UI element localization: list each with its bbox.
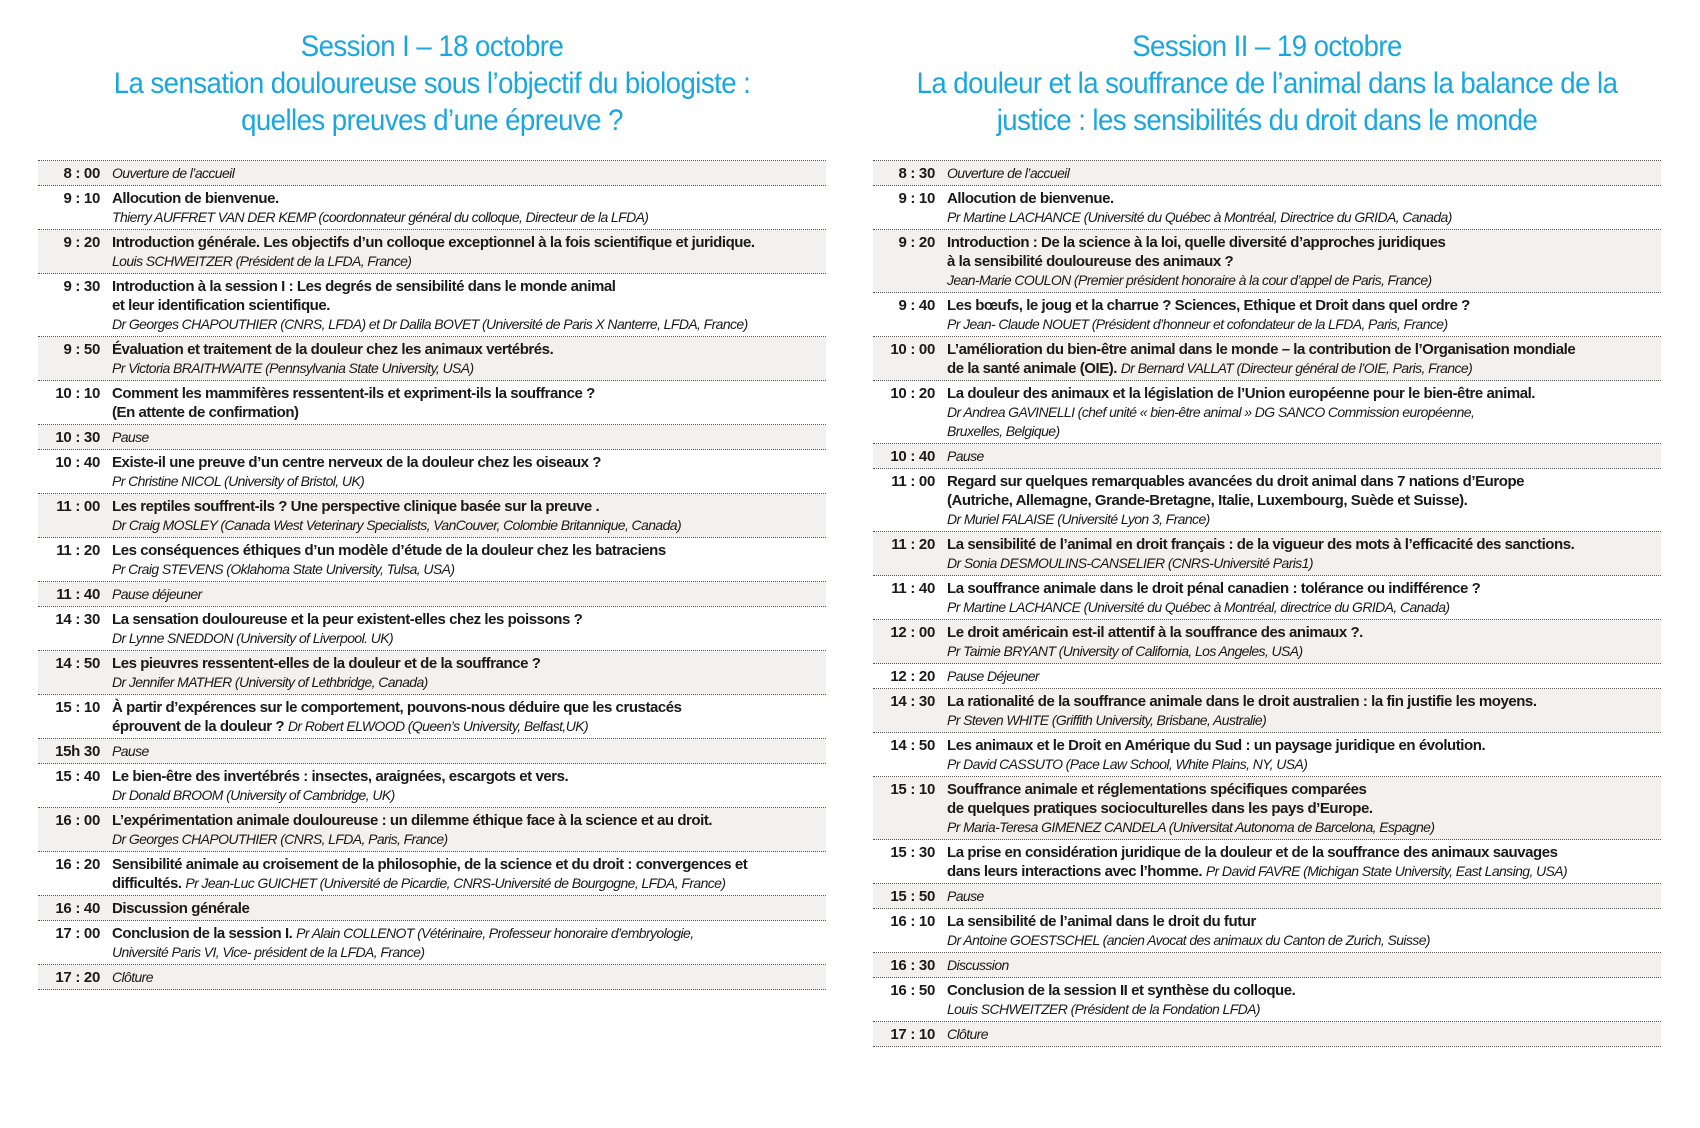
schedule-row — [873, 337, 1661, 381]
talk-title: La souffrance animale dans le droit pénal canadien : tolérance ou indifférence ? — [947, 580, 1481, 597]
speaker: Pause — [112, 429, 149, 445]
schedule-row — [38, 538, 826, 582]
time-slot: 9 : 10 — [63, 190, 100, 207]
talk-title: Les conséquences éthiques d’un modèle d’étude de la douleur chez les batraciens — [112, 542, 666, 559]
talk-details — [112, 968, 826, 987]
speaker: Pause déjeuner — [112, 586, 202, 602]
talk-title: éprouvent de la douleur ? — [112, 718, 285, 735]
talk-title: Les reptiles souffrent-ils ? Une perspective clinique basée sur la preuve . — [112, 498, 600, 515]
talk-title: La rationalité de la souffrance animale dans le droit australien : la fin justifie les moyens. — [947, 693, 1537, 710]
time-slot: 14 : 30 — [890, 693, 935, 710]
talk-details — [947, 667, 1661, 686]
schedule-row — [873, 978, 1661, 1022]
schedule-row — [38, 852, 826, 896]
schedule-row — [38, 337, 826, 381]
time-slot: 8 : 00 — [63, 165, 100, 182]
time-slot: 15 : 10 — [55, 699, 100, 716]
talk-title: À partir d’expérences sur le comportement, pouvons-nous déduire que les crustacés — [112, 699, 682, 716]
time-slot: 9 : 10 — [898, 190, 935, 207]
time-slot: 9 : 50 — [63, 341, 100, 358]
schedule-row — [873, 689, 1661, 733]
talk-details — [112, 428, 826, 447]
time-slot: 12 : 20 — [890, 668, 935, 685]
schedule-row — [873, 230, 1661, 293]
schedule-row — [873, 532, 1661, 576]
speaker: Dr Bernard VALLAT (Directeur général de l’OIE, Paris, France) — [1120, 360, 1473, 376]
talk-details — [112, 164, 826, 183]
schedule-row — [38, 695, 826, 739]
time-slot: 11 : 40 — [891, 580, 935, 597]
time-slot: 15 : 30 — [890, 844, 935, 861]
time-slot: 11 : 20 — [891, 536, 935, 553]
schedule-row — [873, 840, 1661, 884]
time-slot: 16 : 10 — [890, 913, 935, 930]
speaker: Dr Sonia DESMOULINS-CANSELIER (CNRS-Université Paris1) — [947, 555, 1313, 571]
speaker: Dr Georges CHAPOUTHIER (CNRS, LFDA) et Dr Dalila BOVET (Université de Paris X Nanterre, LFDA, France) — [112, 316, 748, 332]
time-slot: 16 : 40 — [55, 900, 100, 917]
talk-details — [947, 579, 1661, 617]
talk-title: Le droit américain est-il attentif à la souffrance des animaux ?. — [947, 624, 1363, 641]
talk-title: Existe-il une preuve d’un centre nerveux de la douleur chez les oiseaux ? — [112, 454, 601, 471]
session-2-title-line: Session II – 19 octobre — [1132, 30, 1402, 63]
schedule-row — [873, 381, 1661, 444]
talk-details — [947, 780, 1661, 837]
schedule-row — [873, 733, 1661, 777]
session-2-title-line: La douleur et la souffrance de l’animal dans la balance de la — [916, 67, 1618, 100]
talk-title: dans leurs interactions avec l’homme. — [947, 863, 1203, 880]
talk-details — [112, 585, 826, 604]
time-slot: 10 : 00 — [890, 341, 935, 358]
talk-details — [112, 610, 826, 648]
speaker: Pr Martine LACHANCE (Université du Québec à Montréal, Directrice du GRIDA, Canada) — [947, 209, 1452, 225]
talk-details — [947, 843, 1661, 881]
talk-title: Allocution de bienvenue. — [112, 190, 279, 207]
time-slot: 17 : 10 — [890, 1026, 935, 1043]
talk-title: et leur identification scientifique. — [112, 297, 330, 314]
speaker: Pr Victoria BRAITHWAITE (Pennsylvania State University, USA) — [112, 360, 474, 376]
mixed-line — [112, 874, 826, 893]
time-slot: 9 : 40 — [898, 297, 935, 314]
talk-title: Conclusion de la session II et synthèse du colloque. — [947, 982, 1296, 999]
schedule-row — [38, 764, 826, 808]
session-1-title-line: quelles preuves d’une épreuve ? — [241, 104, 623, 137]
speaker: Dr Lynne SNEDDON (University of Liverpool. UK) — [112, 630, 394, 646]
talk-details — [112, 384, 826, 422]
speaker: Pr Jean- Claude NOUET (Président d’honneur et cofondateur de la LFDA, Paris, France) — [947, 316, 1448, 332]
schedule-row — [38, 896, 826, 921]
talk-details — [947, 981, 1661, 1019]
talk-details — [947, 189, 1661, 227]
talk-details — [112, 654, 826, 692]
schedule-row — [873, 161, 1661, 186]
talk-title: Discussion générale — [112, 900, 250, 917]
mixed-line — [112, 924, 826, 943]
schedule-row — [38, 494, 826, 538]
talk-details — [112, 899, 826, 918]
talk-details — [947, 692, 1661, 730]
time-slot: 15 : 40 — [55, 768, 100, 785]
speaker: Ouverture de l’accueil — [947, 165, 1070, 181]
time-slot: 11 : 00 — [56, 498, 100, 515]
speaker: Pr Jean-Luc GUICHET (Université de Picardie, CNRS-Université de Bourgogne, LFDA, France) — [185, 875, 726, 891]
talk-title: de quelques pratiques socioculturelles dans les pays d’Europe. — [947, 800, 1373, 817]
talk-details — [947, 296, 1661, 334]
time-slot: 10 : 40 — [55, 454, 100, 471]
schedule-row — [873, 884, 1661, 909]
talk-details — [112, 453, 826, 491]
talk-title: Conclusion de la session I. — [112, 925, 293, 942]
talk-title: L’amélioration du bien-être animal dans le monde – la contribution de l’Organisation mondiale — [947, 341, 1576, 358]
schedule-row — [873, 620, 1661, 664]
speaker: Clôture — [112, 969, 153, 985]
schedule-row — [38, 582, 826, 607]
talk-title: L’expérimentation animale douloureuse : un dilemme éthique face à la science et au droit. — [112, 812, 713, 829]
time-slot: 15h 30 — [55, 743, 100, 760]
talk-details — [112, 233, 826, 271]
talk-title: à la sensibilité douloureuse des animaux ? — [947, 253, 1234, 270]
time-slot: 12 : 00 — [890, 624, 935, 641]
talk-title: Sensibilité animale au croisement de la philosophie, de la science et du droit : convergences et — [112, 856, 748, 873]
mixed-line — [112, 717, 826, 736]
talk-title: Comment les mammifères ressentent-ils et expriment-ils la souffrance ? — [112, 385, 595, 402]
speaker: Pr Taimie BRYANT (University of California, Los Angeles, USA) — [947, 643, 1303, 659]
schedule-row — [873, 576, 1661, 620]
talk-details — [112, 340, 826, 378]
time-slot: 14 : 50 — [890, 737, 935, 754]
speaker: Dr Robert ELWOOD (Queen’s University, Belfast,UK) — [287, 718, 589, 734]
talk-title: Les bœufs, le joug et la charrue ? Sciences, Ethique et Droit dans quel ordre ? — [947, 297, 1470, 314]
speaker: Dr Andrea GAVINELLI (chef unité « bien-être animal » DG SANCO Commission européenne, — [947, 404, 1475, 420]
schedule-row — [873, 444, 1661, 469]
talk-details — [112, 811, 826, 849]
time-slot: 8 : 30 — [898, 165, 935, 182]
talk-details — [947, 535, 1661, 573]
speaker: Dr Muriel FALAISE (Université Lyon 3, France) — [947, 511, 1210, 527]
talk-details — [947, 623, 1661, 661]
talk-title: La douleur des animaux et la législation de l’Union européenne pour le bien-être animal. — [947, 385, 1536, 402]
talk-title: (Autriche, Allemagne, Grande-Bretagne, Italie, Luxembourg, Suède et Suisse). — [947, 492, 1468, 509]
time-slot: 17 : 20 — [55, 969, 100, 986]
talk-details — [947, 912, 1661, 950]
talk-title: Les pieuvres ressentent-elles de la douleur et de la souffrance ? — [112, 655, 541, 672]
time-slot: 16 : 30 — [890, 957, 935, 974]
time-slot: 10 : 20 — [890, 385, 935, 402]
speaker: Pr David FAVRE (Michigan State University, East Lansing, USA) — [1205, 863, 1568, 879]
mixed-line — [947, 359, 1661, 378]
schedule-row — [873, 293, 1661, 337]
speaker: Pr Martine LACHANCE (Université du Québec à Montréal, directrice du GRIDA, Canada) — [947, 599, 1450, 615]
talk-details — [947, 956, 1661, 975]
session-1-title-line: La sensation douloureuse sous l’objectif du biologiste : — [113, 67, 751, 100]
time-slot: 11 : 00 — [891, 473, 935, 490]
talk-details — [112, 698, 826, 736]
session-2-title-line: justice : les sensibilités du droit dans le monde — [996, 104, 1538, 137]
speaker: Pr Craig STEVENS (Oklahoma State University, Tulsa, USA) — [112, 561, 455, 577]
schedule-row — [873, 186, 1661, 230]
schedule-row — [873, 664, 1661, 689]
talk-details — [947, 887, 1661, 906]
talk-details — [947, 736, 1661, 774]
speaker: Dr Georges CHAPOUTHIER (CNRS, LFDA, Paris, France) — [112, 831, 448, 847]
talk-details — [947, 384, 1661, 441]
talk-details — [947, 340, 1661, 378]
session-1-title-line: Session I – 18 octobre — [300, 30, 564, 63]
talk-title: La prise en considération juridique de la douleur et de la souffrance des animaux sauvages — [947, 844, 1558, 861]
session-1-schedule — [38, 160, 826, 990]
time-slot: 16 : 20 — [55, 856, 100, 873]
talk-title: Introduction à la session I : Les degrés de sensibilité dans le monde animal — [112, 278, 616, 295]
speaker: Pause — [112, 743, 149, 759]
time-slot: 16 : 00 — [55, 812, 100, 829]
schedule-row — [38, 808, 826, 852]
time-slot: 10 : 30 — [55, 429, 100, 446]
speaker: Bruxelles, Belgique) — [947, 423, 1060, 439]
talk-title: La sensation douloureuse et la peur existent-elles chez les poissons ? — [112, 611, 583, 628]
talk-details — [112, 767, 826, 805]
talk-title: Souffrance animale et réglementations spécifiques comparées — [947, 781, 1367, 798]
time-slot: 14 : 50 — [55, 655, 100, 672]
talk-details — [112, 855, 826, 893]
schedule-row — [38, 230, 826, 274]
schedule-row — [38, 274, 826, 337]
schedule-row — [38, 739, 826, 764]
time-slot: 10 : 40 — [890, 448, 935, 465]
time-slot: 10 : 10 — [55, 385, 100, 402]
speaker: Discussion — [947, 957, 1009, 973]
schedule-row — [873, 469, 1661, 532]
time-slot: 14 : 30 — [55, 611, 100, 628]
session-1-title — [70, 28, 795, 155]
session-2-title — [905, 28, 1630, 155]
speaker: Louis SCHWEITZER (Président de la Fondation LFDA) — [947, 1001, 1260, 1017]
talk-title: Allocution de bienvenue. — [947, 190, 1114, 207]
talk-details — [112, 277, 826, 334]
time-slot: 15 : 50 — [890, 888, 935, 905]
talk-title: difficultés. — [112, 875, 182, 892]
talk-title: La sensibilité de l’animal en droit français : de la vigueur des mots à l’efficacité des sanctions. — [947, 536, 1575, 553]
talk-title: (En attente de confirmation) — [112, 404, 299, 421]
speaker: Pr Christine NICOL (University of Bristol, UK) — [112, 473, 365, 489]
speaker: Pr David CASSUTO (Pace Law School, White Plains, NY, USA) — [947, 756, 1308, 772]
schedule-row — [38, 651, 826, 695]
schedule-row — [38, 450, 826, 494]
talk-details — [112, 189, 826, 227]
time-slot: 9 : 20 — [898, 234, 935, 251]
session-2-schedule — [873, 160, 1661, 1047]
speaker: Pause — [947, 448, 984, 464]
speaker: Pause Déjeuner — [947, 668, 1039, 684]
speaker: Université Paris VI, Vice- président de la LFDA, France) — [112, 944, 425, 960]
talk-details — [112, 924, 826, 962]
talk-details — [947, 233, 1661, 290]
talk-details — [947, 164, 1661, 183]
time-slot: 15 : 10 — [890, 781, 935, 798]
speaker: Pr Maria-Teresa GIMENEZ CANDELA (Universitat Autonoma de Barcelona, Espagne) — [947, 819, 1435, 835]
speaker: Clôture — [947, 1026, 988, 1042]
schedule-row — [873, 777, 1661, 840]
schedule-row — [873, 909, 1661, 953]
mixed-line — [947, 862, 1661, 881]
speaker: Dr Jennifer MATHER (University of Lethbridge, Canada) — [112, 674, 428, 690]
talk-details — [112, 497, 826, 535]
speaker: Jean-Marie COULON (Premier président honoraire à la cour d’appel de Paris, France) — [947, 272, 1432, 288]
talk-title: Les animaux et le Droit en Amérique du Sud : un paysage juridique en évolution. — [947, 737, 1486, 754]
speaker: Dr Antoine GOESTSCHEL (ancien Avocat des animaux du Canton de Zurich, Suisse) — [947, 932, 1430, 948]
time-slot: 9 : 30 — [63, 278, 100, 295]
schedule-row — [38, 965, 826, 990]
talk-details — [112, 541, 826, 579]
time-slot: 16 : 50 — [890, 982, 935, 999]
session-1-column — [38, 0, 826, 990]
talk-title: Le bien-être des invertébrés : insectes, araignées, escargots et vers. — [112, 768, 569, 785]
session-2-column — [873, 0, 1661, 1047]
time-slot: 9 : 20 — [63, 234, 100, 251]
time-slot: 17 : 00 — [55, 925, 100, 942]
talk-details — [947, 1025, 1661, 1044]
speaker: Dr Craig MOSLEY (Canada West Veterinary Specialists, VanCouver, Colombie Britannique, Canada) — [112, 517, 682, 533]
speaker: Pr Steven WHITE (Griffith University, Brisbane, Australie) — [947, 712, 1267, 728]
talk-title: Évaluation et traitement de la douleur chez les animaux vertébrés. — [112, 341, 554, 358]
schedule-row — [873, 953, 1661, 978]
talk-title: La sensibilité de l’animal dans le droit du futur — [947, 913, 1256, 930]
talk-details — [947, 447, 1661, 466]
talk-details — [947, 472, 1661, 529]
speaker: Pr Alain COLLENOT (Vétérinaire, Professeur honoraire d’embryologie, — [296, 925, 694, 941]
speaker: Dr Donald BROOM (University of Cambridge, UK) — [112, 787, 395, 803]
schedule-row — [38, 381, 826, 425]
time-slot: 11 : 20 — [56, 542, 100, 559]
speaker: Thierry AUFFRET VAN DER KEMP (coordonnateur général du colloque, Directeur de la LFDA) — [112, 209, 649, 225]
talk-title: de la santé animale (OIE). — [947, 360, 1118, 377]
talk-title: Introduction : De la science à la loi, quelle diversité d’approches juridiques — [947, 234, 1446, 251]
speaker: Ouverture de l’accueil — [112, 165, 235, 181]
schedule-row — [873, 1022, 1661, 1047]
schedule-row — [38, 607, 826, 651]
schedule-row — [38, 425, 826, 450]
schedule-row — [38, 186, 826, 230]
talk-title: Introduction générale. Les objectifs d’un colloque exceptionnel à la fois scientifique et juridique. — [112, 234, 755, 251]
speaker: Pause — [947, 888, 984, 904]
schedule-row — [38, 161, 826, 186]
talk-details — [112, 742, 826, 761]
schedule-row — [38, 921, 826, 965]
speaker: Louis SCHWEITZER (Président de la LFDA, France) — [112, 253, 412, 269]
time-slot: 11 : 40 — [56, 586, 100, 603]
talk-title: Regard sur quelques remarquables avancées du droit animal dans 7 nations d’Europe — [947, 473, 1525, 490]
